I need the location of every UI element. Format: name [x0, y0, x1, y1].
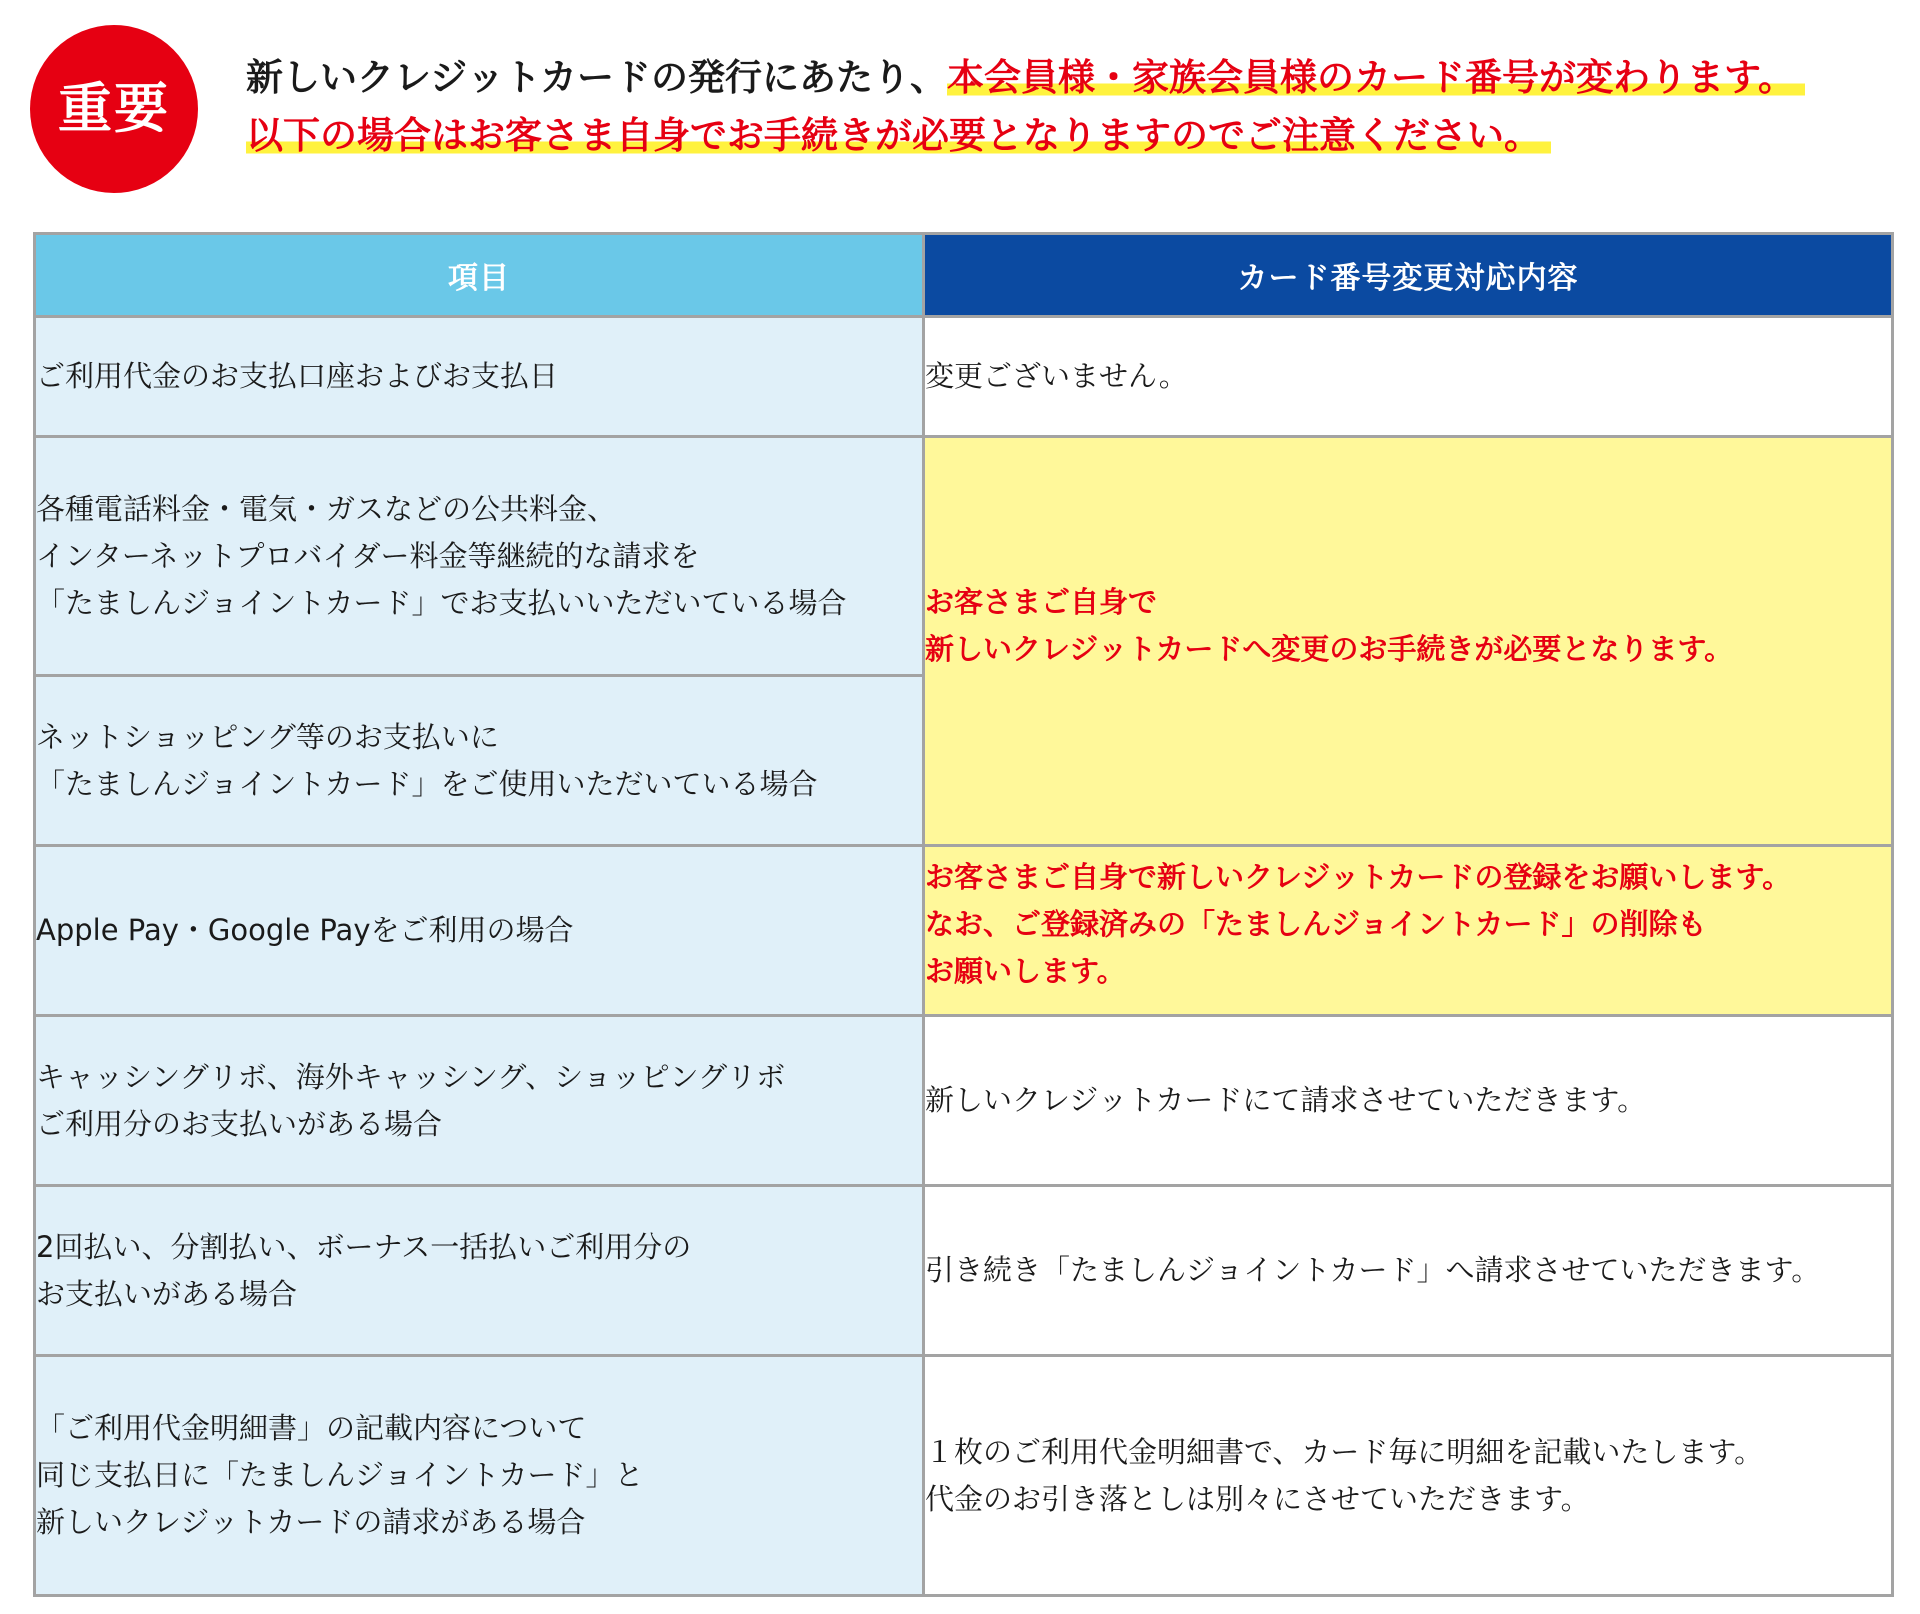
table-row — [35, 1186, 1893, 1356]
item-cell: 2回払い、分割払い、ボーナス一括払いご利用分の お支払いがある場合 — [35, 1186, 924, 1356]
table-row — [35, 437, 1893, 676]
table-row — [35, 1356, 1893, 1596]
response-cell: １枚のご利用代金明細書で、カード毎に明細を記載いたします。 代金のお引き落としは別々にさせていただきます。 — [924, 1356, 1893, 1596]
important-badge: 重要 — [30, 25, 198, 193]
headline-warning-text: 以下の場合はお客さま自身でお手続きが必要となりますのでご注意ください。 — [246, 114, 1551, 157]
table-row — [35, 317, 1893, 437]
item-cell: 「ご利用代金明細書」の記載内容について 同じ支払日に「たましんジョイントカード」と 新しいクレジットカードの請求がある場合 — [35, 1356, 924, 1596]
item-cell: ご利用代金のお支払口座およびお支払日 — [35, 317, 924, 437]
response-cell-action-required: お客さまご自身で 新しいクレジットカードへ変更のお手続きが必要となります。 — [924, 437, 1893, 846]
item-cell: Apple Pay・Google Payをご利用の場合 — [35, 846, 924, 1016]
notice-header — [0, 0, 1920, 200]
item-cell: ネットショッピング等のお支払いに 「たましんジョイントカード」をご使用いただいている場合 — [35, 676, 924, 846]
response-cell-action-required: お客さまご自身で新しいクレジットカードの登録をお願いします。 なお、ご登録済みの「たましんジョイントカード」の削除も お願いします。 — [924, 846, 1893, 1016]
headline-plain-text: 新しいクレジットカードの発行にあたり、 — [246, 56, 947, 99]
headline-highlight-text: 本会員様・家族会員様のカード番号が変わります。 — [947, 56, 1805, 99]
item-cell: 各種電話料金・電気・ガスなどの公共料金、 インターネットプロバイダー料金等継続的な請求を 「たましんジョイントカード」でお支払いいただいている場合 — [35, 437, 924, 676]
response-cell: 新しいクレジットカードにて請求させていただきます。 — [924, 1016, 1893, 1186]
headline-line-1 — [246, 52, 1886, 104]
headline-line-2 — [246, 110, 1886, 162]
item-cell: キャッシングリボ、海外キャッシング、ショッピングリボ ご利用分のお支払いがある場合 — [35, 1016, 924, 1186]
table-header-row — [35, 234, 1893, 317]
response-cell: 引き続き「たましんジョイントカード」へ請求させていただきます。 — [924, 1186, 1893, 1356]
column-header-item: 項目 — [35, 234, 924, 317]
table-row — [35, 846, 1893, 1016]
column-header-response: カード番号変更対応内容 — [924, 234, 1893, 317]
card-change-table — [33, 232, 1894, 1597]
response-cell: 変更ございません。 — [924, 317, 1893, 437]
table-row — [35, 1016, 1893, 1186]
